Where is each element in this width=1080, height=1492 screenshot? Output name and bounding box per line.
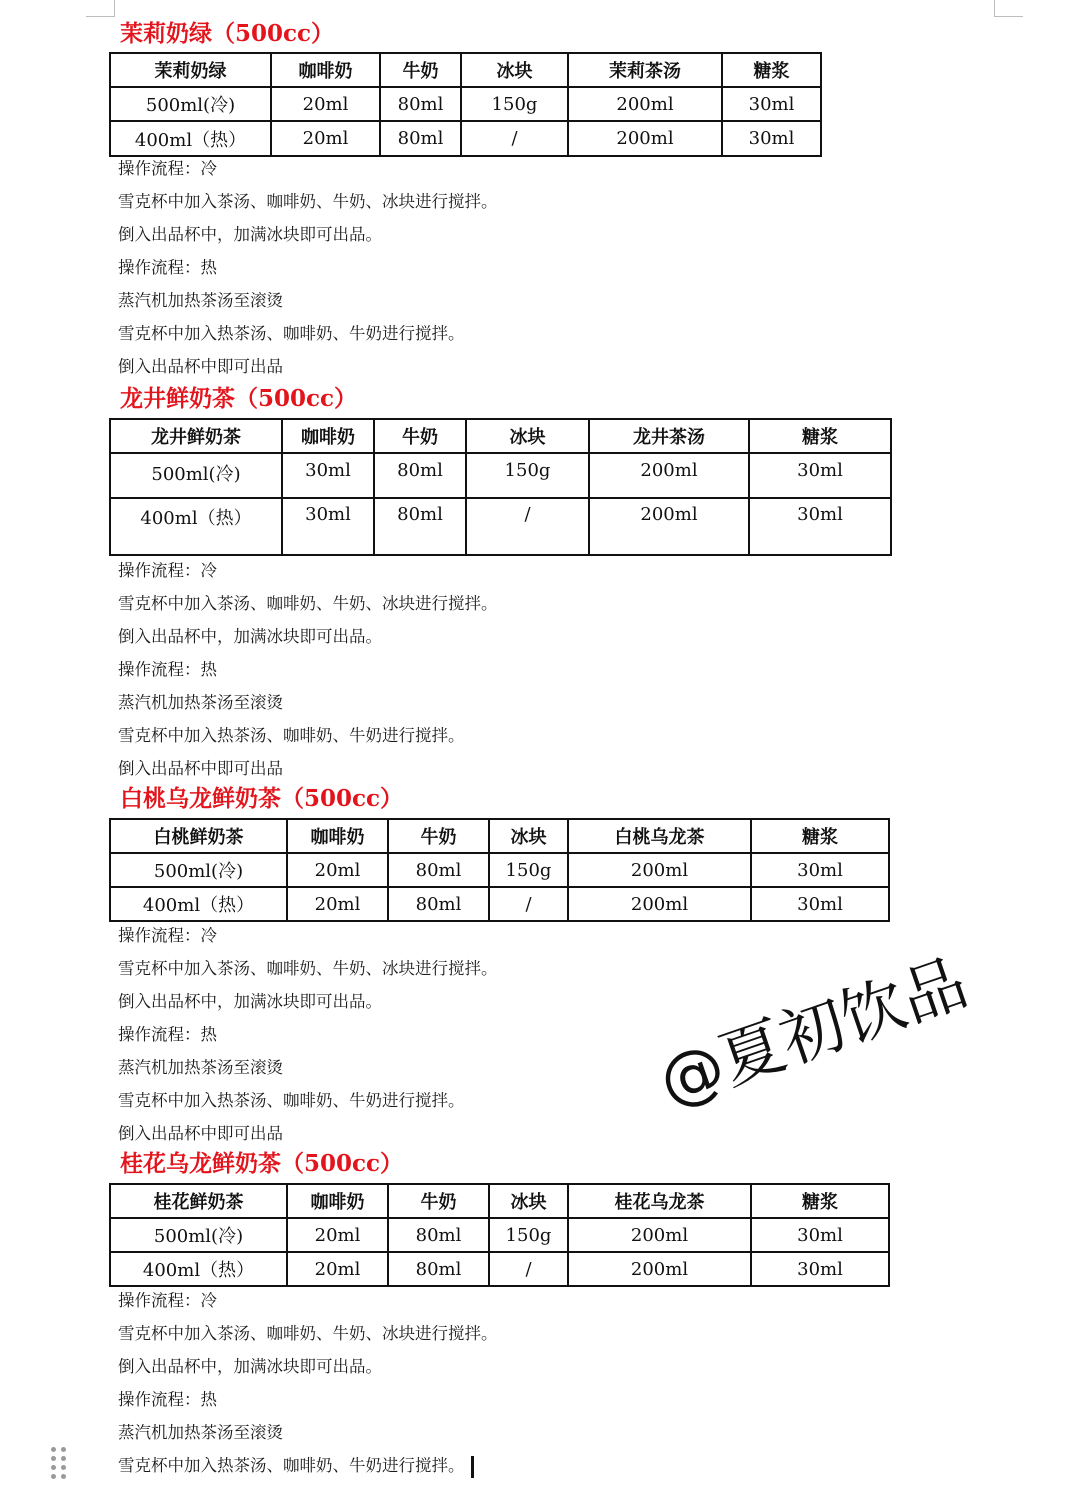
- header-cell: 冰块: [461, 53, 568, 87]
- table-cell: 80ml: [388, 887, 489, 921]
- table-cell: 150g: [489, 853, 568, 887]
- table-cell: 30ml: [722, 87, 821, 121]
- table-cell: 30ml: [282, 498, 374, 555]
- table-cell: /: [489, 887, 568, 921]
- step-line: 操作流程：冷: [118, 926, 217, 945]
- header-cell: 茉莉奶绿: [110, 53, 271, 87]
- step-line: 操作流程：冷: [118, 561, 217, 580]
- header-cell: 龙井鲜奶茶: [110, 419, 282, 453]
- table-cell: 20ml: [287, 1218, 388, 1252]
- header-cell: 白桃乌龙茶: [568, 819, 751, 853]
- table-cell: 400ml（热）: [110, 1252, 287, 1286]
- table-row: [110, 87, 821, 121]
- table-cell: 400ml（热）: [110, 498, 282, 555]
- header-cell: 白桃鲜奶茶: [110, 819, 287, 853]
- table-cell: 400ml（热）: [110, 121, 271, 156]
- table-cell: 200ml: [568, 887, 751, 921]
- header-cell: 糖浆: [751, 819, 889, 853]
- table-cell: 20ml: [271, 87, 380, 121]
- header-cell: 牛奶: [388, 819, 489, 853]
- step-line: 倒入出品杯中，加满冰块即可出品。: [118, 225, 382, 244]
- header-cell: 牛奶: [388, 1184, 489, 1218]
- recipe-table: [109, 1183, 890, 1287]
- header-cell: 牛奶: [380, 53, 461, 87]
- table-cell: 30ml: [751, 1252, 889, 1286]
- table-cell: 400ml（热）: [110, 887, 287, 921]
- procedure-steps: [118, 152, 498, 383]
- table-cell: 30ml: [749, 453, 891, 498]
- table-cell: 150g: [489, 1218, 568, 1252]
- drag-handle-icon[interactable]: [51, 1447, 69, 1477]
- table-cell: 200ml: [589, 498, 749, 555]
- recipe-table: [109, 52, 822, 157]
- table-row: [110, 121, 821, 156]
- table-row: [110, 453, 891, 498]
- step-text: 雪克杯中加入热茶汤、咖啡奶、牛奶进行搅拌。: [118, 1456, 465, 1475]
- table-cell: 80ml: [374, 498, 466, 555]
- table-row: [110, 853, 889, 887]
- table-cell: 30ml: [751, 887, 889, 921]
- step-line: 雪克杯中加入茶汤、咖啡奶、牛奶、冰块进行搅拌。: [118, 1324, 498, 1343]
- step-line: 操作流程：热: [118, 660, 217, 679]
- recipe-title: 茉莉奶绿（500cc）: [120, 20, 335, 47]
- table-cell: 200ml: [568, 853, 751, 887]
- table-cell: 150g: [466, 453, 589, 498]
- table-cell: 80ml: [380, 121, 461, 156]
- header-cell: 桂花鲜奶茶: [110, 1184, 287, 1218]
- step-line: 雪克杯中加入热茶汤、咖啡奶、牛奶进行搅拌。: [118, 726, 465, 745]
- step-line: 雪克杯中加入茶汤、咖啡奶、牛奶、冰块进行搅拌。: [118, 959, 498, 978]
- table-cell: 200ml: [568, 87, 722, 121]
- table-cell: 150g: [461, 87, 568, 121]
- table-cell: 200ml: [568, 1252, 751, 1286]
- step-line: 操作流程：热: [118, 258, 217, 277]
- recipe-table: [109, 818, 890, 922]
- step-line: 雪克杯中加入茶汤、咖啡奶、牛奶、冰块进行搅拌。: [118, 192, 498, 211]
- header-cell: 茉莉茶汤: [568, 53, 722, 87]
- step-line: 操作流程：热: [118, 1390, 217, 1409]
- page-corner-mark-right: [994, 0, 1023, 17]
- table-cell: 30ml: [282, 453, 374, 498]
- table-header-row: [110, 419, 891, 453]
- procedure-steps: [118, 919, 498, 1150]
- watermark: @夏初饮品: [650, 946, 977, 1121]
- table-cell: 30ml: [751, 853, 889, 887]
- table-cell: 20ml: [287, 853, 388, 887]
- table-row: [110, 887, 889, 921]
- table-cell: 30ml: [749, 498, 891, 555]
- table-row: [110, 1252, 889, 1286]
- header-cell: 咖啡奶: [282, 419, 374, 453]
- step-line: 倒入出品杯中即可出品: [118, 1124, 283, 1143]
- recipe-table: [109, 418, 892, 556]
- table-cell: 200ml: [568, 121, 722, 156]
- header-cell: 牛奶: [374, 419, 466, 453]
- table-cell: 30ml: [722, 121, 821, 156]
- header-cell: 咖啡奶: [287, 1184, 388, 1218]
- table-cell: 20ml: [287, 887, 388, 921]
- step-line: 蒸汽机加热茶汤至滚烫: [118, 693, 283, 712]
- step-line: 蒸汽机加热茶汤至滚烫: [118, 291, 283, 310]
- table-header-row: [110, 1184, 889, 1218]
- table-cell: 80ml: [388, 1252, 489, 1286]
- header-cell: 糖浆: [749, 419, 891, 453]
- step-line-last[interactable]: [118, 1449, 498, 1482]
- header-cell: 咖啡奶: [287, 819, 388, 853]
- table-cell: 80ml: [374, 453, 466, 498]
- recipe-title: 白桃乌龙鲜奶茶（500cc）: [120, 785, 404, 812]
- step-line: 雪克杯中加入茶汤、咖啡奶、牛奶、冰块进行搅拌。: [118, 594, 498, 613]
- recipe-title: 桂花乌龙鲜奶茶（500cc）: [120, 1150, 404, 1177]
- header-cell: 咖啡奶: [271, 53, 380, 87]
- step-line: 操作流程：热: [118, 1025, 217, 1044]
- table-cell: /: [466, 498, 589, 555]
- step-line: 操作流程：冷: [118, 1291, 217, 1310]
- step-line: 操作流程：冷: [118, 159, 217, 178]
- table-cell: 200ml: [568, 1218, 751, 1252]
- table-row: [110, 1218, 889, 1252]
- table-cell: 500ml(冷): [110, 453, 282, 498]
- procedure-steps: [118, 1284, 498, 1482]
- table-cell: 500ml(冷): [110, 1218, 287, 1252]
- table-cell: 80ml: [380, 87, 461, 121]
- header-cell: 糖浆: [722, 53, 821, 87]
- step-line: 倒入出品杯中，加满冰块即可出品。: [118, 992, 382, 1011]
- table-cell: 20ml: [271, 121, 380, 156]
- step-line: 蒸汽机加热茶汤至滚烫: [118, 1423, 283, 1442]
- table-cell: 200ml: [589, 453, 749, 498]
- page-corner-mark-left: [86, 0, 115, 17]
- table-cell: 30ml: [751, 1218, 889, 1252]
- table-cell: 80ml: [388, 853, 489, 887]
- text-cursor-icon: [471, 1456, 474, 1478]
- table-cell: 20ml: [287, 1252, 388, 1286]
- header-cell: 冰块: [489, 819, 568, 853]
- header-cell: 龙井茶汤: [589, 419, 749, 453]
- header-cell: 糖浆: [751, 1184, 889, 1218]
- recipe-title: 龙井鲜奶茶（500cc）: [120, 385, 358, 412]
- step-line: 雪克杯中加入热茶汤、咖啡奶、牛奶进行搅拌。: [118, 324, 465, 343]
- procedure-steps: [118, 554, 498, 785]
- header-cell: 冰块: [466, 419, 589, 453]
- table-cell: 500ml(冷): [110, 853, 287, 887]
- step-line: 雪克杯中加入热茶汤、咖啡奶、牛奶进行搅拌。: [118, 1091, 465, 1110]
- header-cell: 冰块: [489, 1184, 568, 1218]
- table-row: [110, 498, 891, 555]
- step-line: 倒入出品杯中，加满冰块即可出品。: [118, 1357, 382, 1376]
- step-line: 倒入出品杯中即可出品: [118, 357, 283, 376]
- step-line: 倒入出品杯中即可出品: [118, 759, 283, 778]
- table-cell: 500ml(冷): [110, 87, 271, 121]
- table-header-row: [110, 53, 821, 87]
- table-cell: 80ml: [388, 1218, 489, 1252]
- step-line: 倒入出品杯中，加满冰块即可出品。: [118, 627, 382, 646]
- step-line: 蒸汽机加热茶汤至滚烫: [118, 1058, 283, 1077]
- table-cell: /: [489, 1252, 568, 1286]
- table-cell: /: [461, 121, 568, 156]
- header-cell: 桂花乌龙茶: [568, 1184, 751, 1218]
- table-header-row: [110, 819, 889, 853]
